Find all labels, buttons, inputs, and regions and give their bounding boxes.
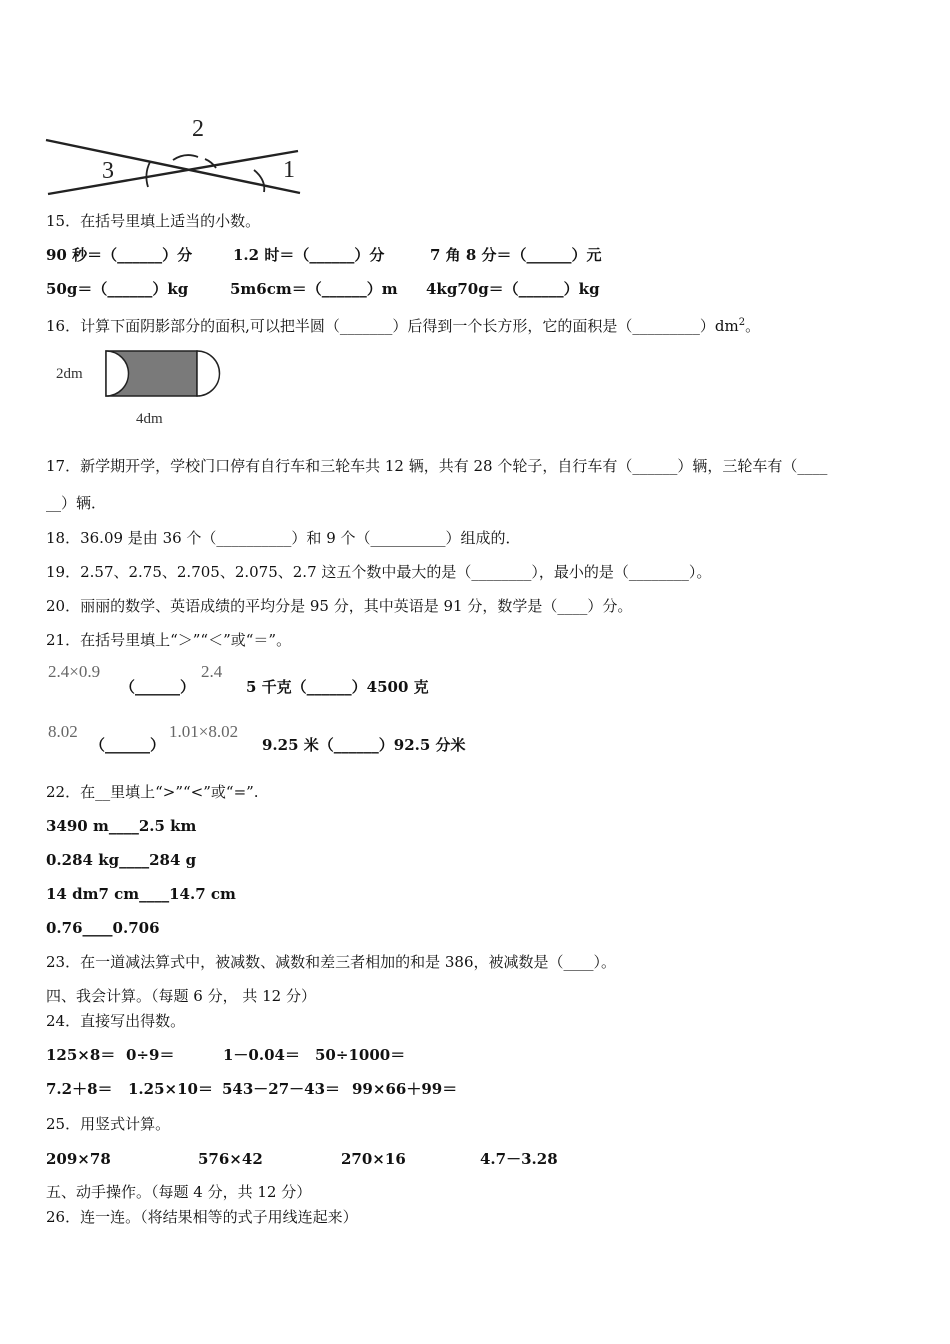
q24-r2-4: 99×66＋99＝	[352, 1080, 458, 1098]
angle-line-a	[46, 140, 300, 193]
q21-title: 21．在括号里填上“＞”“＜”或“＝”。	[46, 631, 292, 649]
q15-item-6: 4kg70g＝（______）kg	[426, 280, 600, 298]
q22-item-4: 0.76____0.706	[46, 919, 160, 937]
q15-item-5: 5m6cm＝（______）m	[230, 280, 398, 298]
q16-superscript: 2	[738, 317, 746, 328]
q16-figure	[50, 345, 240, 435]
angle-arc-3	[146, 162, 150, 187]
q25-item-2: 576×42	[198, 1150, 263, 1168]
q24-r1-1: 125×8＝	[46, 1046, 116, 1064]
q21-c-right: 1.01×8.02	[169, 722, 239, 741]
q15-item-3: 7 角 8 分＝（______）元	[430, 246, 602, 264]
q21-d: 9.25 米（______）92.5 分米	[262, 736, 466, 754]
angle-label-1: 1	[283, 157, 295, 183]
q26-title: 26．连一连。（将结果相等的式子用线连起来）	[46, 1208, 358, 1226]
fig-width-label: 4dm	[136, 411, 163, 427]
q16-text	[46, 313, 760, 336]
q24-r1-4: 50÷1000＝	[315, 1046, 406, 1064]
q15-item-1: 90 秒＝（______）分	[46, 246, 193, 264]
angle-label-2: 2	[192, 116, 204, 142]
q24-r1-2: 0÷9＝	[126, 1046, 175, 1064]
q25-item-4: 4.7－3.28	[480, 1150, 558, 1168]
q16-end: 。	[745, 317, 761, 335]
q22-item-3: 14 dm7 cm____14.7 cm	[46, 885, 236, 903]
q24-r2-1: 7.2＋8＝	[46, 1080, 113, 1098]
angle-arc-1	[254, 170, 264, 192]
q16-question: 16．计算下面阴影部分的面积,可以把半圆（_______）后得到一个长方形，它的面积是（_________）dm	[46, 317, 739, 335]
q21-b: 5 千克（______）4500 克	[246, 678, 429, 696]
q17-line2: __）辆．	[46, 494, 107, 512]
q24-title: 24．直接写出得数。	[46, 1012, 186, 1030]
q25-item-1: 209×78	[46, 1150, 111, 1168]
q21-a-blank: （______）	[120, 678, 196, 696]
q21-c-left: 8.02	[48, 722, 78, 741]
q18-text: 18．36.09 是由 36 个（__________）和 9 个（__________）组成的．	[46, 529, 521, 547]
q22-title: 22．在__里填上“>”“<”或“=”.	[46, 783, 259, 801]
q22-item-2: 0.284 kg____284 g	[46, 851, 197, 869]
q25-title: 25．用竖式计算。	[46, 1115, 171, 1133]
q24-r2-2: 1.25×10＝	[128, 1080, 213, 1098]
q21-a-left: 2.4×0.9	[48, 662, 101, 681]
q22-item-1: 3490 m____2.5 km	[46, 817, 197, 835]
q23-text: 23．在一道减法算式中，被减数、减数和差三者相加的和是 386，被减数是（____）。	[46, 953, 616, 971]
q21-a-right: 2.4	[201, 662, 223, 681]
q15-item-4: 50g＝（______）kg	[46, 280, 189, 298]
fig-height-label: 2dm	[56, 366, 83, 382]
q24-r1-3: 1－0.04＝	[223, 1046, 300, 1064]
angles-figure	[40, 110, 310, 200]
angle-line-b	[48, 151, 298, 194]
q24-r2-3: 543－27－43＝	[222, 1080, 341, 1098]
q19-text: 19．2.57、2.75、2.705、2.075、2.7 这五个数中最大的是（________），最小的是（________）。	[46, 563, 712, 581]
section5-title: 五、动手操作。（每题 4 分，共 12 分）	[46, 1183, 312, 1201]
q17-line1: 17．新学期开学，学校门口停有自行车和三轮车共 12 辆，共有 28 个轮子，自行车有（______）辆，三轮车有（____	[46, 457, 828, 475]
q15-item-2: 1.2 时＝（______）分	[233, 246, 385, 264]
angle-arc-2	[173, 155, 198, 160]
q20-text: 20．丽丽的数学、英语成绩的平均分是 95 分，其中英语是 91 分，数学是（____）分。	[46, 597, 633, 615]
q21-c-blank: （______）	[90, 736, 166, 754]
section4-title: 四、我会计算。（每题 6 分， 共 12 分）	[46, 987, 316, 1005]
right-semicircle	[197, 351, 220, 396]
q15-title: 15．在括号里填上适当的小数。	[46, 212, 261, 230]
q25-item-3: 270×16	[341, 1150, 406, 1168]
angle-label-3: 3	[102, 158, 114, 184]
